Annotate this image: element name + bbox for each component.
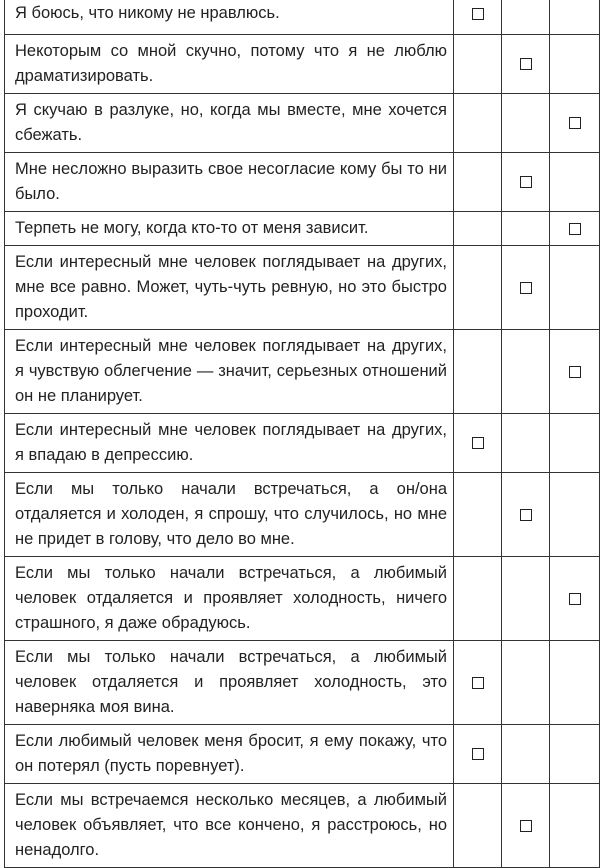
answer-cell-3 — [550, 414, 600, 473]
question-row — [5, 0, 600, 35]
question-row — [5, 641, 600, 725]
answer-checkbox[interactable] — [569, 223, 581, 235]
question-row — [5, 153, 600, 212]
question-text: Я скучаю в разлуке, но, когда мы вместе, мне хочется сбежать. — [5, 94, 454, 153]
answer-cell-1 — [454, 725, 502, 784]
answer-cell-3 — [550, 557, 600, 641]
answer-cell-3 — [550, 212, 600, 246]
questionnaire-table — [4, 0, 600, 868]
question-text: Я боюсь, что никому не нравлюсь. — [5, 0, 454, 35]
answer-checkbox[interactable] — [520, 820, 532, 832]
answer-checkbox[interactable] — [569, 593, 581, 605]
answer-checkbox[interactable] — [472, 437, 484, 449]
question-row — [5, 246, 600, 330]
question-row — [5, 212, 600, 246]
answer-checkbox[interactable] — [472, 677, 484, 689]
question-text: Если интересный мне человек поглядывает на других, мне все равно. Может, чуть-чуть ревную, но это быстро проходит. — [5, 246, 454, 330]
question-text: Мне несложно выразить свое несогласие кому бы то ни было. — [5, 153, 454, 212]
answer-cell-2 — [502, 212, 550, 246]
answer-cell-1 — [454, 330, 502, 414]
answer-cell-2 — [502, 94, 550, 153]
answer-cell-1 — [454, 641, 502, 725]
question-text: Терпеть не могу, когда кто-то от меня зависит. — [5, 212, 454, 246]
question-text: Если мы встречаемся несколько месяцев, а любимый человек объявляет, что все кончено, я расстроюсь, но ненадолго. — [5, 784, 454, 868]
answer-cell-3 — [550, 784, 600, 868]
answer-cell-3 — [550, 473, 600, 557]
answer-checkbox[interactable] — [520, 176, 532, 188]
question-text: Если любимый человек меня бросит, я ему покажу, что он потерял (пусть поревнует). — [5, 725, 454, 784]
answer-cell-1 — [454, 94, 502, 153]
answer-cell-1 — [454, 246, 502, 330]
answer-cell-2 — [502, 784, 550, 868]
answer-cell-2 — [502, 153, 550, 212]
answer-cell-2 — [502, 473, 550, 557]
question-text: Если интересный мне человек поглядывает на других, я впадаю в депрессию. — [5, 414, 454, 473]
answer-cell-2 — [502, 0, 550, 35]
answer-cell-1 — [454, 414, 502, 473]
answer-cell-2 — [502, 414, 550, 473]
answer-cell-2 — [502, 725, 550, 784]
answer-cell-1 — [454, 784, 502, 868]
question-row — [5, 557, 600, 641]
question-text: Если мы только начали встречаться, а он/она отдаляется и холоден, я спрошу, что случилось, но мне не придет в голову, что дело во мне. — [5, 473, 454, 557]
question-row — [5, 94, 600, 153]
answer-cell-1 — [454, 473, 502, 557]
question-row — [5, 473, 600, 557]
answer-cell-1 — [454, 35, 502, 94]
answer-checkbox[interactable] — [569, 366, 581, 378]
answer-checkbox[interactable] — [472, 748, 484, 760]
answer-cell-1 — [454, 153, 502, 212]
answer-cell-3 — [550, 94, 600, 153]
answer-cell-2 — [502, 35, 550, 94]
question-row — [5, 414, 600, 473]
questionnaire-body — [5, 0, 600, 868]
answer-cell-3 — [550, 246, 600, 330]
answer-cell-2 — [502, 246, 550, 330]
answer-cell-1 — [454, 212, 502, 246]
answer-checkbox[interactable] — [520, 509, 532, 521]
answer-cell-3 — [550, 641, 600, 725]
answer-checkbox[interactable] — [520, 58, 532, 70]
question-text: Если мы только начали встречаться, а любимый человек отдаляется и проявляет холодность, ничего страшного, я даже обрадуюсь. — [5, 557, 454, 641]
question-text: Некоторым со мной скучно, потому что я не люблю драматизировать. — [5, 35, 454, 94]
answer-cell-3 — [550, 725, 600, 784]
question-row — [5, 784, 600, 868]
answer-checkbox[interactable] — [520, 282, 532, 294]
answer-checkbox[interactable] — [472, 8, 484, 20]
answer-cell-2 — [502, 557, 550, 641]
question-text: Если интересный мне человек поглядывает на других, я чувствую облегчение — значит, серьезных отношений он не планирует. — [5, 330, 454, 414]
answer-cell-3 — [550, 330, 600, 414]
answer-cell-3 — [550, 35, 600, 94]
answer-cell-3 — [550, 0, 600, 35]
question-row — [5, 725, 600, 784]
question-text: Если мы только начали встречаться, а любимый человек отдаляется и проявляет холодность, это наверняка моя вина. — [5, 641, 454, 725]
answer-cell-1 — [454, 0, 502, 35]
answer-cell-3 — [550, 153, 600, 212]
answer-cell-2 — [502, 330, 550, 414]
question-row — [5, 35, 600, 94]
answer-cell-2 — [502, 641, 550, 725]
answer-checkbox[interactable] — [569, 117, 581, 129]
answer-cell-1 — [454, 557, 502, 641]
question-row — [5, 330, 600, 414]
